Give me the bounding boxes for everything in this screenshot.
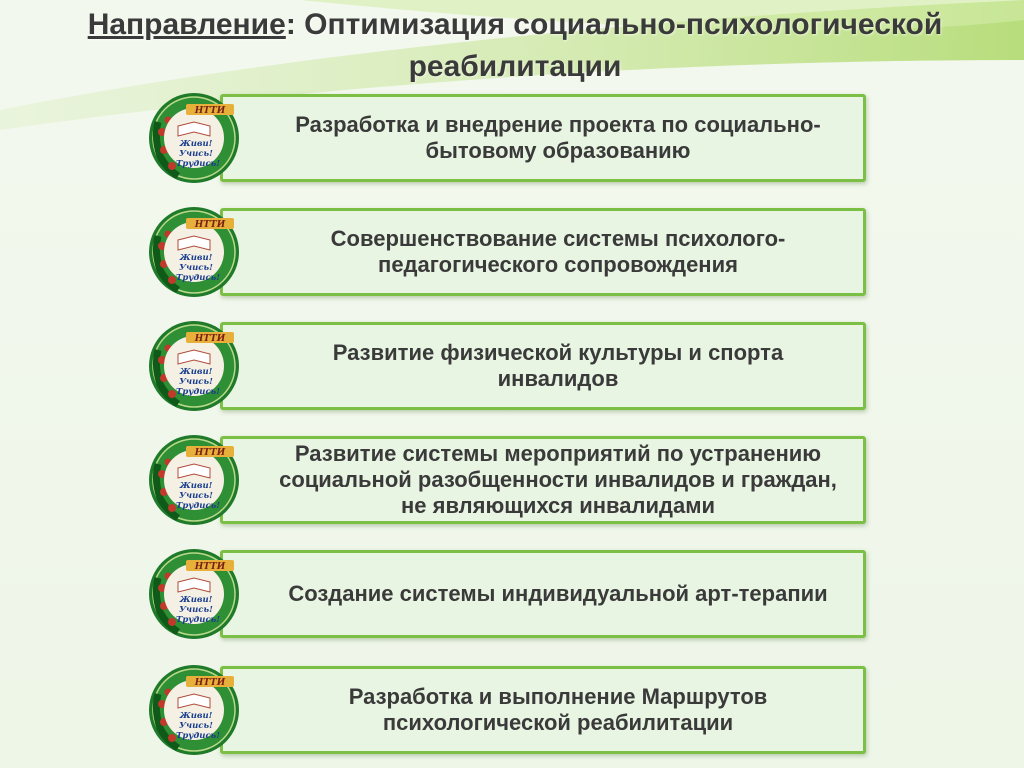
emblem-line2: Учись! bbox=[179, 721, 213, 731]
emblem-line3: Трудись! bbox=[176, 615, 220, 625]
emblem-org: НТТИ bbox=[194, 220, 226, 230]
college-emblem-icon bbox=[148, 320, 240, 412]
college-emblem-icon bbox=[148, 434, 240, 526]
page-title bbox=[20, 4, 1010, 88]
item-text: Развитие физической культуры и спорта инвалидов bbox=[332, 340, 784, 391]
item-text: Разработка и выполнение Маршрутов психологической реабилитации bbox=[348, 684, 768, 735]
item-text: Развитие системы мероприятий по устранению социальной разобщенности инвалидов и граждан, не являющихся инвалидами bbox=[279, 441, 837, 518]
emblem-line2: Учись! bbox=[179, 263, 213, 273]
emblem-line3: Трудись! bbox=[176, 273, 220, 283]
item-text: Создание системы индивидуальной арт-терапии bbox=[288, 581, 828, 606]
list-item bbox=[148, 434, 866, 524]
college-emblem-icon bbox=[148, 664, 240, 756]
item-text: Совершенствование системы психолого-педагогического сопровождения bbox=[330, 226, 786, 277]
item-box bbox=[220, 208, 866, 296]
item-box bbox=[220, 666, 866, 754]
emblem-line1: Живи! bbox=[179, 253, 213, 263]
title-colon: : bbox=[285, 8, 296, 41]
emblem-line2: Учись! bbox=[179, 605, 213, 615]
emblem-line3: Трудись! bbox=[176, 501, 220, 511]
list-item bbox=[148, 664, 866, 754]
emblem-line2: Учись! bbox=[179, 149, 213, 159]
emblem-line1: Живи! bbox=[179, 139, 213, 149]
emblem-org: НТТИ bbox=[194, 562, 226, 572]
item-box bbox=[220, 436, 866, 524]
title-text: Оптимизация социально-психологической реабилитации bbox=[304, 8, 943, 83]
emblem-line2: Учись! bbox=[179, 491, 213, 501]
item-box bbox=[220, 550, 866, 638]
item-box bbox=[220, 322, 866, 410]
college-emblem-icon bbox=[148, 206, 240, 298]
emblem-line1: Живи! bbox=[179, 367, 213, 377]
college-emblem-icon bbox=[148, 92, 240, 184]
emblem-line3: Трудись! bbox=[176, 159, 220, 169]
item-text: Разработка и внедрение проекта по социально-бытовому образованию bbox=[295, 112, 821, 163]
title-label: Направление bbox=[87, 8, 286, 41]
emblem-org: НТТИ bbox=[194, 334, 226, 344]
emblem-line1: Живи! bbox=[179, 481, 213, 491]
emblem-line1: Живи! bbox=[179, 711, 213, 721]
emblem-line2: Учись! bbox=[179, 377, 213, 387]
emblem-org: НТТИ bbox=[194, 106, 226, 116]
emblem-line1: Живи! bbox=[179, 595, 213, 605]
list-item bbox=[148, 206, 866, 296]
list-item bbox=[148, 320, 866, 410]
list-item bbox=[148, 92, 866, 182]
emblem-line3: Трудись! bbox=[176, 731, 220, 741]
item-box bbox=[220, 94, 866, 182]
emblem-org: НТТИ bbox=[194, 448, 226, 458]
emblem-line3: Трудись! bbox=[176, 387, 220, 397]
emblem-org: НТТИ bbox=[194, 678, 226, 688]
list-item bbox=[148, 548, 866, 638]
college-emblem-icon bbox=[148, 548, 240, 640]
